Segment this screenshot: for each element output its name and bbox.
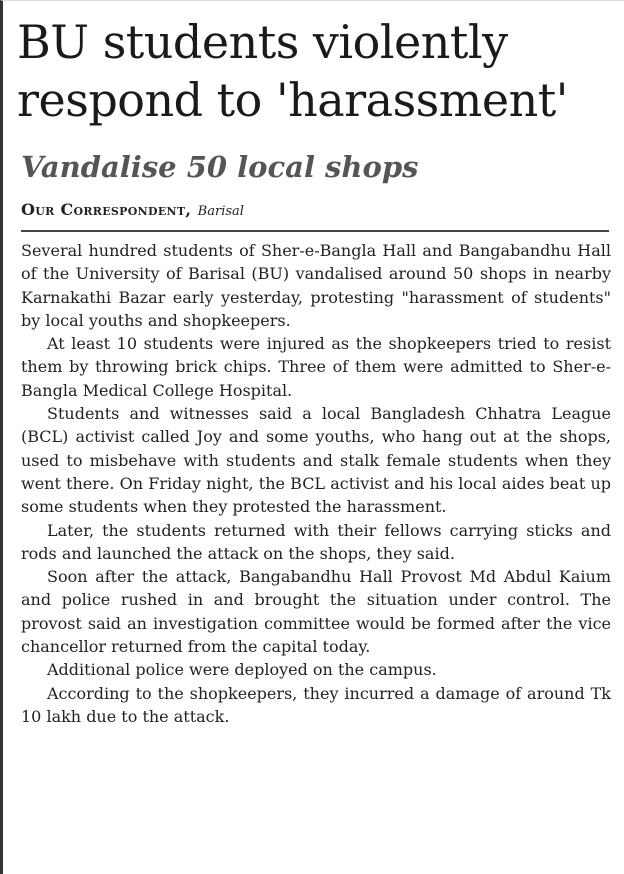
headline: BU students violently respond to 'harassment' <box>17 15 568 127</box>
paragraph: Students and witnesses said a local Bangladesh Chhatra League (BCL) activist called Joy and some youths, who hang out at the shops, used to misbehave with students and stalk female students when they went there. On Friday night, the BCL activist and his local aides beat up some students when they protested the harassment. <box>21 404 611 517</box>
byline-place: Barisal <box>197 204 244 219</box>
paragraph: Several hundred students of Sher-e-Bangla Hall and Bangabandhu Hall of the University of Barisal (BU) vandalised around 50 shops in nearby Karnakathi Bazar early yesterday, protesting "harassment of students" by local youths and shopkeepers. <box>21 241 611 330</box>
byline-divider <box>21 230 609 232</box>
article-body <box>21 239 611 728</box>
byline <box>21 200 244 222</box>
paragraph: Later, the students returned with their fellows carrying sticks and rods and launched the attack on the shops, they said. <box>21 520 611 563</box>
paragraph: According to the shopkeepers, they incurred a damage of around Tk 10 lakh due to the attack. <box>21 683 611 726</box>
paragraph: At least 10 students were injured as the shopkeepers tried to resist them by throwing brick chips. Three of them were admitted to Sher-e-Bangla Medical College Hospital. <box>21 334 611 400</box>
byline-author: Our Correspondent, <box>21 200 192 219</box>
paragraph: Additional police were deployed on the campus. <box>47 660 437 680</box>
subheadline: Vandalise 50 local shops <box>21 150 419 184</box>
paragraph: Soon after the attack, Bangabandhu Hall Provost Md Abdul Kaium and police rushed in and brought the situation under control. The provost said an investigation committee would be formed after the vice chancellor returned from the capital today. <box>21 567 611 657</box>
